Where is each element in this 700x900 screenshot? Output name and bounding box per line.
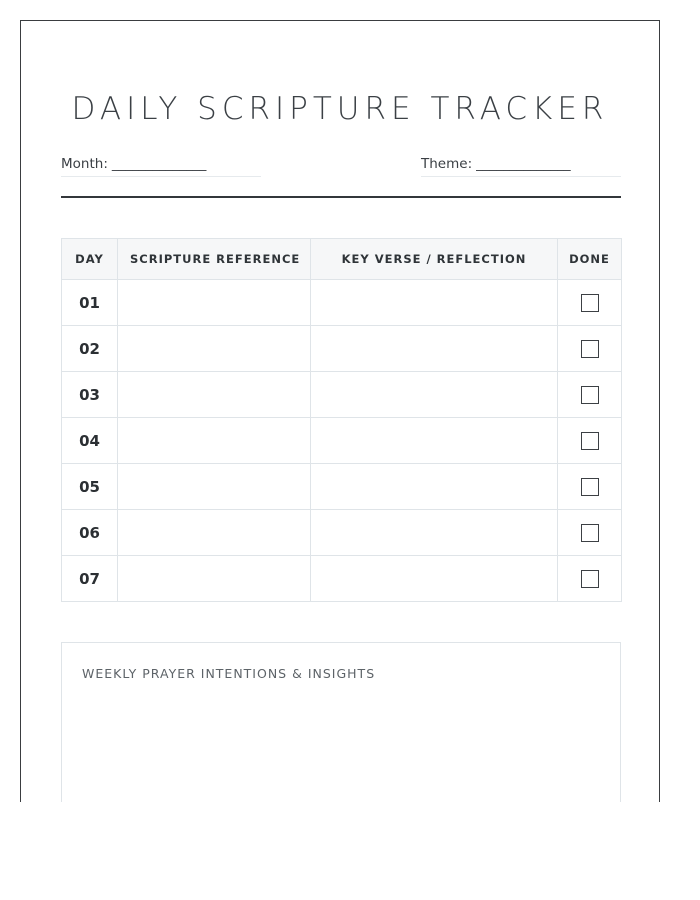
scripture-reference-cell[interactable] [118,326,311,372]
scripture-reference-cell[interactable] [118,372,311,418]
table-row [62,280,622,326]
done-cell [558,326,622,372]
done-checkbox[interactable] [581,294,599,312]
table-row [62,372,622,418]
done-checkbox[interactable] [581,570,599,588]
done-cell [558,556,622,602]
key-verse-cell[interactable] [311,556,558,602]
key-verse-cell[interactable] [311,464,558,510]
done-cell [558,464,622,510]
month-field[interactable] [61,156,261,177]
day-number: 01 [62,280,118,326]
key-verse-cell[interactable] [311,418,558,464]
column-header-done: DONE [558,239,622,280]
scripture-reference-cell[interactable] [118,418,311,464]
key-verse-cell[interactable] [311,510,558,556]
scripture-reference-cell[interactable] [118,556,311,602]
table-row [62,464,622,510]
scripture-reference-cell[interactable] [118,464,311,510]
done-cell [558,418,622,464]
column-header-scripture-reference: SCRIPTURE REFERENCE [118,239,311,280]
done-cell [558,280,622,326]
header-divider [61,196,621,198]
page-title: DAILY SCRIPTURE TRACKER [71,91,609,127]
tracker-page [20,20,660,802]
day-number: 04 [62,418,118,464]
scripture-reference-cell[interactable] [118,280,311,326]
scripture-reference-cell[interactable] [118,510,311,556]
key-verse-cell[interactable] [311,280,558,326]
theme-blank[interactable]: ______________ [476,156,571,172]
done-checkbox[interactable] [581,386,599,404]
month-blank[interactable]: ______________ [111,156,207,172]
column-header-day: DAY [62,239,118,280]
column-header-key-verse: KEY VERSE / REFLECTION [311,239,558,280]
prayer-notes-box[interactable] [61,642,621,802]
table-header-row [62,239,622,280]
done-checkbox[interactable] [581,478,599,496]
key-verse-cell[interactable] [311,372,558,418]
done-cell [558,510,622,556]
table-row [62,510,622,556]
table-row [62,418,622,464]
day-number: 03 [62,372,118,418]
day-number: 07 [62,556,118,602]
done-checkbox[interactable] [581,340,599,358]
day-number: 02 [62,326,118,372]
day-number: 05 [62,464,118,510]
day-number: 06 [62,510,118,556]
table-row [62,326,622,372]
month-label: Month: [61,156,108,172]
done-checkbox[interactable] [581,432,599,450]
done-checkbox[interactable] [581,524,599,542]
scripture-table [61,238,622,602]
done-cell [558,372,622,418]
theme-field[interactable] [421,156,621,177]
prayer-notes-label: WEEKLY PRAYER INTENTIONS & INSIGHTS [82,666,376,681]
table-row [62,556,622,602]
key-verse-cell[interactable] [311,326,558,372]
theme-label: Theme: [421,156,473,172]
